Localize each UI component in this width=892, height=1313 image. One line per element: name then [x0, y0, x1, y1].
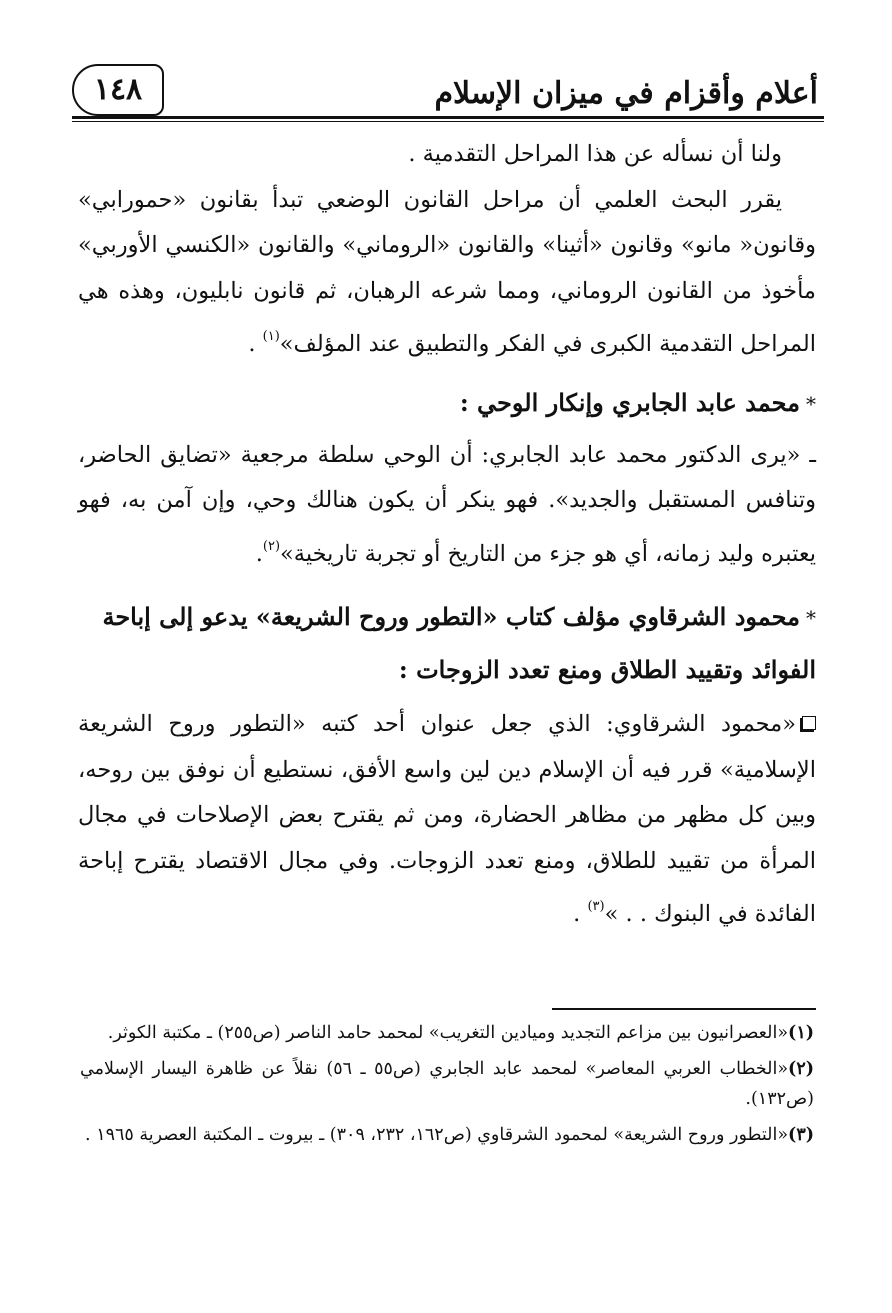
paragraph-intro: ولنا أن نسأله عن هذا المراحل التقدمية . [408, 141, 782, 167]
star-icon: * [806, 606, 816, 630]
footnote-ref-1: (١) [262, 329, 280, 344]
footnotes [80, 1018, 814, 1156]
page-body [78, 132, 816, 938]
square-bullet-icon [802, 716, 816, 730]
star-icon: * [806, 391, 816, 416]
header-rule [72, 116, 824, 119]
paragraph-sharqawi: «محمود الشرقاوي: الذي جعل عنوان أحد كتبه «التطور وروح الشريعة الإسلامية» قرر فيه أن الإسلام دين لين واسع الأفق، نستطيع أن نوفق بين روحه، وبين كل مظهر من مظاهر الحضارة، ومن ثم يقترح بعض الإصلاحات في مجال المرأة من تقييد للطلاق، ومنع تعدد الزوجات. وفي مجال الاقتصاد يقترح إباحة الفائدة في البنوك . . »$^{(٣)}$ . [78, 711, 816, 927]
section-heading-jabri: *محمد عابد الجابري وإنكار الوحي : [459, 387, 816, 417]
section-heading-sharqawi: *محمود الشرقاوي مؤلف كتاب «التطور وروح الشريعة» يدعو إلى إباحة الفوائد وتقييد الطلاق ومنع تعدد الزوجات : [102, 602, 816, 684]
paragraph-law-stages: يقرر البحث العلمي أن مراحل القانون الوضعي تبدأ بقانون «حمورابي» وقانون« مانو» وقانون «أثينا» والقانون «الروماني» والقانون «الكنسي الأوربي» مأخوذ من القانون الروماني، ومما شرعه الرهبان، ثم قانون نابليون، وهذه هي المراحل التقدمية الكبرى في الفكر والتطبيق عند المؤلف»$^{(١)}$ . [78, 186, 816, 357]
paragraph-jabri: ـ «يرى الدكتور محمد عابد الجابري: أن الوحي سلطة مرجعية «تضايق الحاضر، وتنافس المستقبل والجديد». فهو ينكر أن يكون هنالك وحي، وإن آمن به، فهو يعتبره وليد زمانه، أي هو جزء من التاريخ أو تجربة تاريخية»$^{(٢)}$. [78, 441, 816, 567]
footnote-separator [552, 1008, 816, 1010]
page-number: ١٤٨ [72, 64, 164, 116]
running-header [72, 58, 824, 120]
header-rule-thin [72, 121, 824, 122]
footnote-ref-2: (٢) [262, 538, 281, 554]
footnote: (١)«العصرانيون بين مزاعم التجديد وميادين التغريب» لمحمد حامد الناصر (ص٢٥٥) ـ مكتبة الكوثر. [107, 1023, 814, 1043]
running-title: أعلام وأقزام في ميزان الإسلام [434, 76, 818, 111]
footnote: (٢)«الخطاب العربي المعاصر» لمحمد عابد الجابري (ص٥٥ ـ ٥٦) نقلاً عن ظاهرة اليسار الإسلامي (ص١٣٢). [80, 1059, 814, 1109]
footnote: (٣)«التطور وروح الشريعة» لمحمود الشرقاوي (ص١٦٢، ٢٣٢، ٣٠٩) ـ بيروت ـ المكتبة العصرية ١٩٦٥ . [85, 1125, 814, 1145]
footnote-ref-3: (٣) [587, 899, 605, 914]
